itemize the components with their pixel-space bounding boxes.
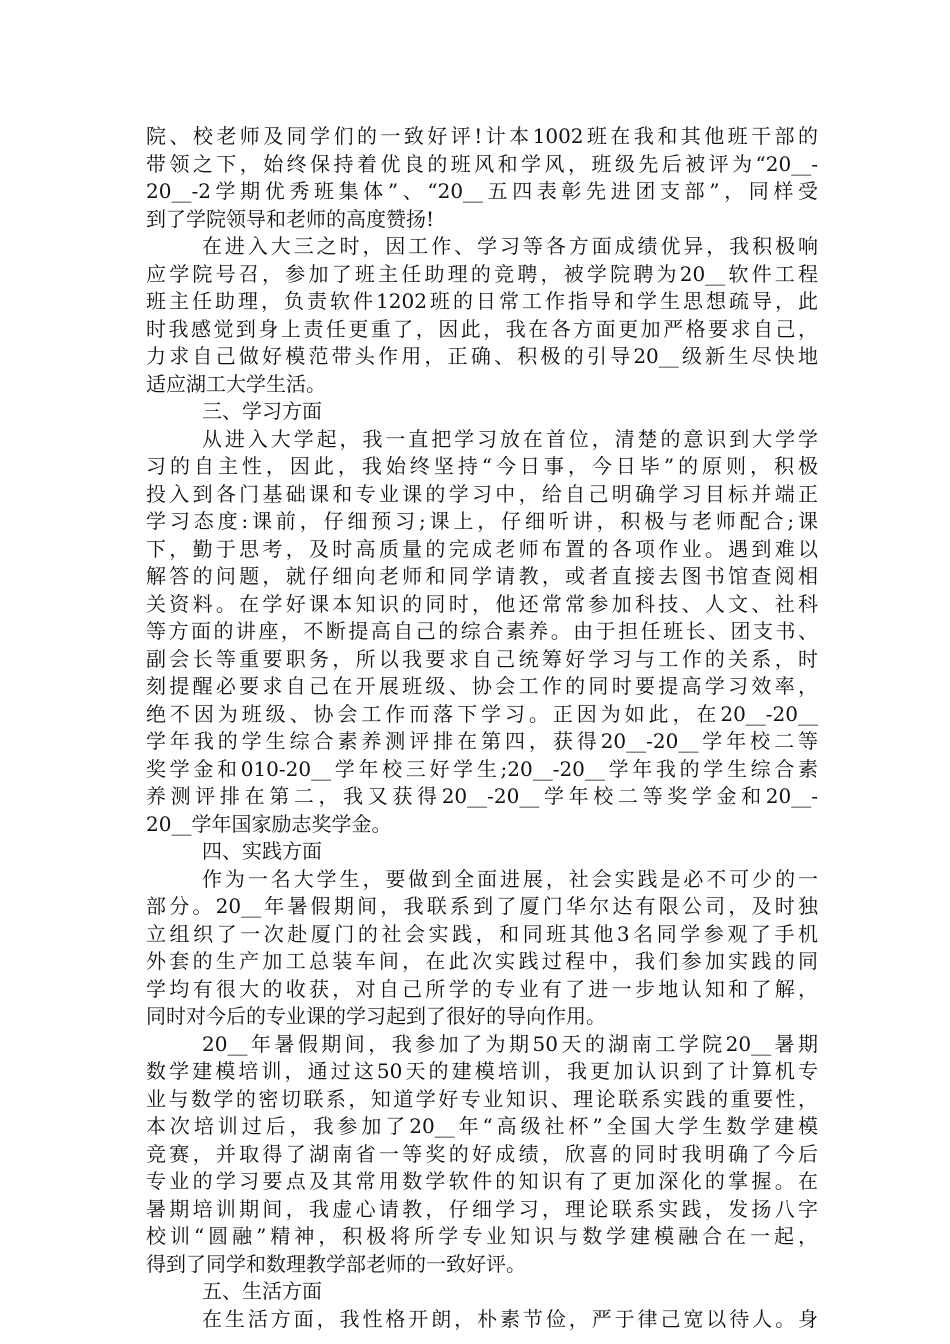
text-line: 在进入大三之时，因工作、学习等各方面成绩优异，我积极响 — [202, 234, 818, 258]
document-body — [146, 123, 818, 1333]
text-line: 学年我的学生综合素养测评排在第四，获得20__-20__学年校二等 — [146, 729, 818, 753]
text-line: 四、实践方面 — [202, 839, 322, 863]
text-line: 得到了同学和数理教学部老师的一致好评。 — [146, 1251, 526, 1276]
text-line: 带领之下，始终保持着优良的班风和学风，班级先后被评为“20__- — [146, 151, 818, 176]
text-line: 关资料。在学好课本知识的同时，他还常常参加科技、人文、社科 — [146, 591, 818, 616]
text-line: 专业的学习要点及其常用数学软件的知识有了更加深化的掌握。在 — [146, 1169, 818, 1193]
text-line: 本次培训过后，我参加了20__年“高级社杯”全国大学生数学建模 — [146, 1114, 818, 1138]
text-line: 下，勤于思考，及时高质量的完成老师布置的各项作业。遇到难以 — [146, 536, 818, 561]
text-line: 力求自己做好模范带头作用，正确、积极的引导20__级新生尽快地 — [146, 344, 818, 368]
text-line: 时我感觉到身上责任更重了，因此，我在各方面更加严格要求自己， — [146, 316, 818, 341]
text-line: 班主任助理，负责软件1202班的日常工作指导和学生思想疏导，此 — [146, 289, 818, 313]
text-line: 暑期培训期间，我虚心请教，仔细学习，理论联系实践，发扬八字 — [146, 1196, 818, 1221]
text-line: 投入到各门基础课和专业课的学习中，给自己明确学习目标并端正 — [146, 481, 818, 506]
text-line: 绝不因为班级、协会工作而落下学习。正因为如此，在20__-20__ — [146, 701, 818, 726]
text-line: 学均有很大的收获，对自己所学的专业有了进一步地认知和了解， — [146, 976, 818, 1001]
text-line: 20__-2学期优秀班集体”、“20__五四表彰先进团支部”，同样受 — [146, 179, 818, 203]
text-line: 在生活方面，我性格开朗，朴素节俭，严于律己宽以待人。身 — [202, 1306, 818, 1331]
text-line: 作为一名大学生，要做到全面进展，社会实践是必不可少的一 — [202, 866, 818, 891]
text-line: 20__学年国家励志奖学金。 — [146, 811, 392, 836]
text-line: 副会长等重要职务，所以我要求自己统筹好学习与工作的关系，时 — [146, 646, 818, 671]
text-line: 到了学院领导和老师的高度赞扬! — [146, 206, 435, 231]
text-line: 三、学习方面 — [202, 399, 322, 423]
text-line: 20__年暑假期间，我参加了为期50天的湖南工学院20__暑期 — [202, 1031, 818, 1056]
text-line: 解答的问题，就仔细向老师和同学请教，或者直接去图书馆查阅相 — [146, 564, 818, 588]
text-line: 院、校老师及同学们的一致好评!计本1002班在我和其他班干部的 — [146, 124, 818, 148]
text-line: 外套的生产加工总装车间，在此次实践过程中，我们参加实践的同 — [146, 949, 818, 973]
text-line: 立组织了一次赴厦门的社会实践，和同班其他3名同学参观了手机 — [146, 921, 818, 946]
text-line: 数学建模培训，通过这50天的建模培训，我更加认识到了计算机专 — [146, 1059, 818, 1083]
text-line: 适应湖工大学生活。 — [146, 371, 326, 396]
text-line: 部分。20__年暑假期间，我联系到了厦门华尔达有限公司，及时独 — [146, 894, 818, 918]
text-line: 习的自主性，因此，我始终坚持“今日事，今日毕”的原则，积极 — [146, 454, 818, 478]
text-line: 应学院号召，参加了班主任助理的竞聘，被学院聘为20__软件工程 — [146, 261, 818, 286]
text-line: 学习态度:课前，仔细预习;课上，仔细听讲，积极与老师配合;课 — [146, 509, 818, 533]
text-line: 刻提醒必要求自己在开展班级、协会工作的同时要提高学习效率， — [146, 674, 818, 698]
text-line: 业与数学的密切联系，知道学好专业知识、理论联系实践的重要性， — [146, 1086, 818, 1111]
text-line: 从进入大学起，我一直把学习放在首位，清楚的意识到大学学 — [202, 426, 818, 451]
text-line: 同时对今后的专业课的学习起到了很好的导向作用。 — [146, 1004, 606, 1028]
text-line: 校训“圆融”精神，积极将所学专业知识与数学建模融合在一起， — [146, 1224, 818, 1248]
text-line: 养测评排在第二，我又获得20__-20__学年校二等奖学金和20__- — [146, 784, 818, 808]
text-line: 五、生活方面 — [202, 1279, 322, 1303]
text-line: 竞赛，并取得了湖南省一等奖的好成绩，欣喜的同时我明确了今后 — [146, 1141, 818, 1166]
text-line: 奖学金和010-20__学年校三好学生;20__-20__学年我的学生综合素 — [146, 756, 818, 781]
text-line: 等方面的讲座，不断提高自己的综合素养。由于担任班长、团支书、 — [146, 619, 818, 643]
